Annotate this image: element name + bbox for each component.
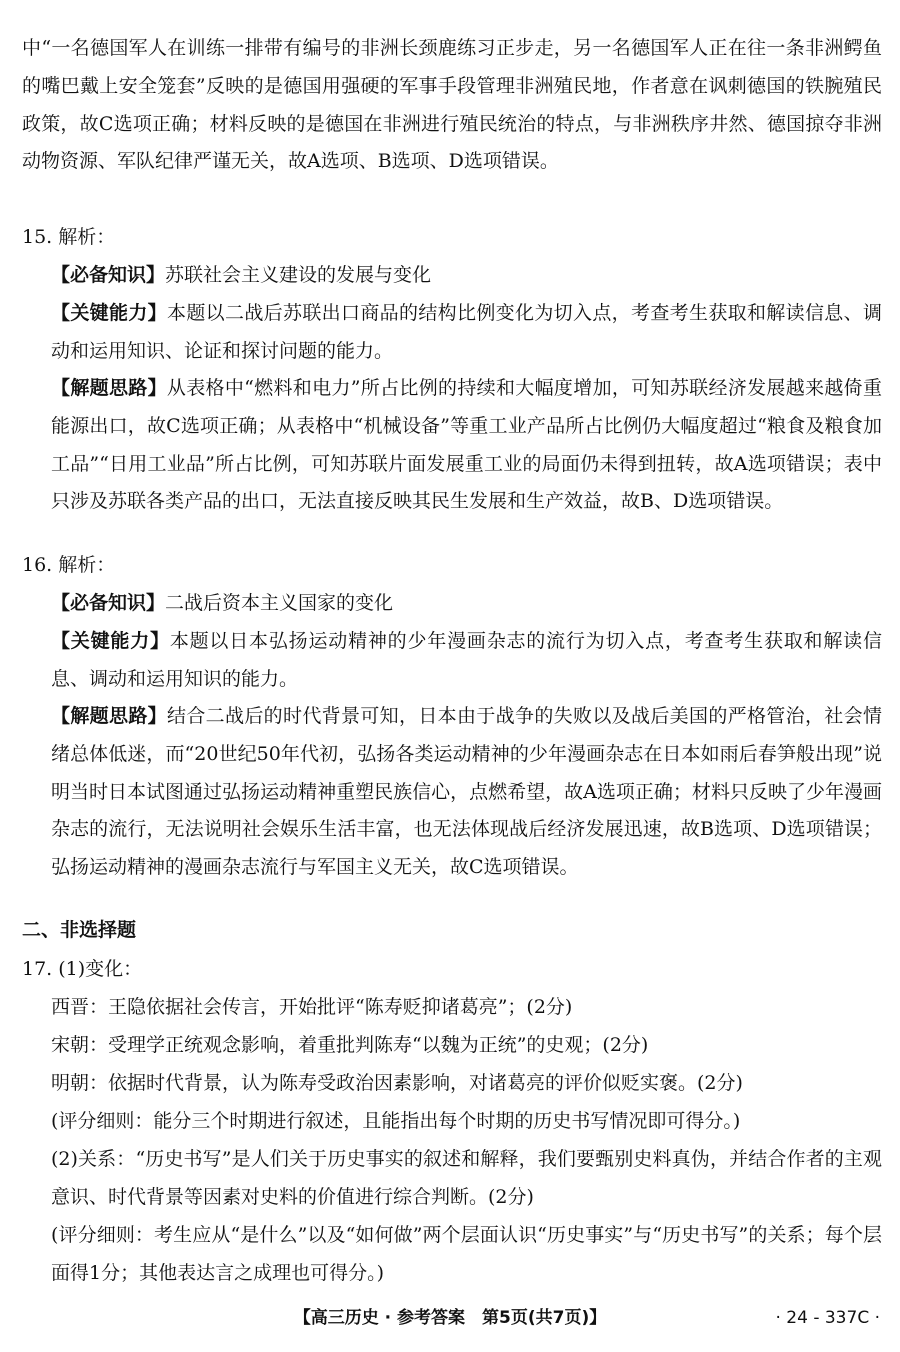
q16-knowledge (51, 585, 882, 623)
q16-idea-tag: 【解题思路】 (51, 705, 167, 727)
q17-rubric-1: (评分细则：能分三个时期进行叙述，且能指出每个时期的历史书写情况即可得分。) (51, 1110, 741, 1132)
q17-part-2: (2)关系：“历史书写”是人们关于历史事实的叙述和解释，我们要甄别史料真伪，并结合作者的主观意识、时代背景等因素对史料的价值进行综合判断。(2分) (51, 1148, 882, 1208)
q15-number: 15. 解析： (22, 226, 116, 248)
q17-rubric-2: (评分细则：考生应从“是什么”以及“如何做”两个层面认识“历史事实”与“历史书写”的关系；每个层面得1分；其他表达言之成理也可得分。) (51, 1224, 882, 1284)
page-footer-title: 【高三历史 · 参考答案 第5页(共7页)】 (293, 1308, 607, 1328)
page-footer-code: · 24 - 337C · (775, 1308, 880, 1328)
q16-idea (51, 698, 882, 887)
q17-xijin: 西晋：王隐依据社会传言，开始批评“陈寿贬抑诸葛亮”；(2分) (51, 996, 573, 1018)
q15-idea (51, 370, 882, 521)
q14-explanation-tail: 中“一名德国军人在训练一排带有编号的非洲长颈鹿练习正步走，另一名德国军人正在往一条非洲鳄鱼的嘴巴戴上安全笼套”反映的是德国用强硬的军事手段管理非洲殖民地，作者意在讽刺德国的铁腕殖民政策，故C选项正确；材料反映的是德国在非洲进行殖民统治的特点，与非洲秩序井然、德国掠夺非洲动物资源、军队纪律严谨无关，故A选项、B选项、D选项错误。 (22, 37, 882, 173)
q16-ability (51, 623, 882, 699)
q15-ability-tag: 【关键能力】 (51, 302, 167, 324)
q15-knowledge-text: 苏联社会主义建设的发展与变化 (165, 264, 432, 286)
q16-knowledge-tag: 【必备知识】 (51, 592, 166, 614)
section-heading-non-choice: 二、非选择题 (22, 919, 137, 941)
q16-ability-tag: 【关键能力】 (51, 630, 170, 652)
q17-ming: 明朝：依据时代背景，认为陈寿受政治因素影响，对诸葛亮的评价似贬实褒。(2分) (51, 1072, 743, 1094)
q16-knowledge-text: 二战后资本主义国家的变化 (165, 592, 394, 614)
q16-ability-text: 本题以日本弘扬运动精神的少年漫画杂志的流行为切入点，考查考生获取和解读信息、调动和运用知识的能力。 (51, 630, 882, 690)
q17-song: 宋朝：受理学正统观念影响，着重批判陈寿“以魏为正统”的史观；(2分) (51, 1034, 649, 1056)
q15-knowledge (51, 257, 882, 295)
q15-knowledge-tag: 【必备知识】 (51, 264, 166, 286)
q15-ability (51, 295, 882, 371)
q17-number: 17. (1)变化： (22, 958, 143, 980)
q16-number: 16. 解析： (22, 554, 116, 576)
q15-idea-text: 从表格中“燃料和电力”所占比例的持续和大幅度增加，可知苏联经济发展越来越倚重能源出口，故C选项正确；从表格中“机械设备”等重工业产品所占比例仍大幅度超过“粮食及粮食加工品”“日用工业品”所占比例，可知苏联片面发展重工业的局面仍未得到扭转，故A选项错误；表中只涉及苏联各类产品的出口，无法直接反映其民生发展和生产效益，故B、D选项错误。 (51, 377, 882, 513)
q16-idea-text: 结合二战后的时代背景可知，日本由于战争的失败以及战后美国的严格管治，社会情绪总体低迷，而“20世纪50年代初，弘扬各类运动精神的少年漫画杂志在日本如雨后春笋般出现”说明当时日本试图通过弘扬运动精神重塑民族信心，点燃希望，故A选项正确；材料只反映了少年漫画杂志的流行，无法说明社会娱乐生活丰富，也无法体现战后经济发展迅速，故B选项、D选项错误；弘扬运动精神的漫画杂志流行与军国主义无关，故C选项错误。 (51, 705, 882, 879)
q15-ability-text: 本题以二战后苏联出口商品的结构比例变化为切入点，考查考生获取和解读信息、调动和运用知识、论证和探讨问题的能力。 (51, 302, 882, 362)
q15-idea-tag: 【解题思路】 (51, 377, 167, 399)
